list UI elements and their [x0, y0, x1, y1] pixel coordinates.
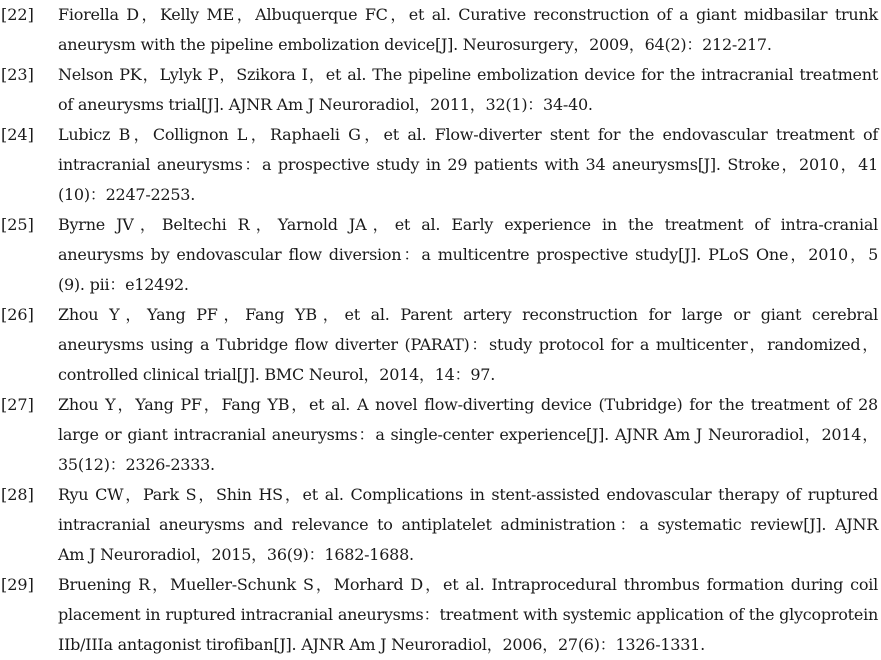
reference-line: Fiorella D，Kelly ME，Albuquerque FC，et al. Curative reconstruction of a giant midbasilar trunk [58, 5, 878, 24]
reference-number: [29] [1, 575, 34, 594]
reference-line: (10)：2247-2253. [58, 185, 196, 204]
reference-entry-23 [0, 60, 881, 120]
reference-number: [24] [1, 125, 34, 144]
reference-line: aneurysms using a Tubridge flow diverter (PARAT)：study protocol for a multicenter，randomized， [58, 335, 879, 354]
reference-number: [23] [1, 65, 34, 84]
reference-line: placement in ruptured intracranial aneurysms：treatment with systemic application of the glycoprotein [58, 605, 878, 624]
reference-number: [22] [1, 5, 34, 24]
reference-number: [27] [1, 395, 34, 414]
reference-entry-29 [0, 570, 881, 660]
reference-line: Ryu CW，Park S，Shin HS，et al. Complications in stent-assisted endovascular therapy of ruptured [58, 485, 878, 504]
reference-line: IIb/IIIa antagonist tirofiban[J]. AJNR Am J Neuroradiol，2006，27(6)：1326-1331. [58, 635, 705, 654]
reference-entry-25 [0, 210, 881, 300]
reference-entry-27 [0, 390, 881, 480]
reference-line: Zhou Y，Yang PF，Fang YB，et al. A novel flow-diverting device (Tubridge) for the treatment of 28 [58, 395, 878, 414]
reference-line: Bruening R，Mueller-Schunk S，Morhard D，et al. Intraprocedural thrombus formation during coil [58, 575, 878, 594]
reference-line: Nelson PK，Lylyk P，Szikora I，et al. The pipeline embolization device for the intracranial treatment [58, 65, 878, 84]
reference-line: controlled clinical trial[J]. BMC Neurol，2014，14：97. [58, 365, 496, 384]
reference-line: Zhou Y，Yang PF，Fang YB，et al. Parent artery reconstruction for large or giant cerebral [58, 305, 878, 324]
reference-line: intracranial aneurysms and relevance to antiplatelet administration：a systematic review[J]. AJNR [58, 515, 878, 534]
reference-entry-26 [0, 300, 881, 390]
reference-line: 35(12)：2326-2333. [58, 455, 215, 474]
reference-number: [28] [1, 485, 34, 504]
reference-line: Lubicz B，Collignon L，Raphaeli G，et al. Flow-diverter stent for the endovascular treatment of [58, 125, 878, 144]
reference-line: intracranial aneurysms：a prospective study in 29 patients with 34 aneurysms[J]. Stroke，2010，41 [58, 155, 878, 174]
reference-entry-28 [0, 480, 881, 570]
reference-number: [25] [1, 215, 34, 234]
reference-entry-22 [0, 0, 881, 60]
reference-line: of aneurysms trial[J]. AJNR Am J Neuroradiol，2011，32(1)：34-40. [58, 95, 593, 114]
reference-line: Byrne JV，Beltechi R，Yarnold JA，et al. Early experience in the treatment of intra-cranial [58, 215, 878, 234]
reference-number: [26] [1, 305, 34, 324]
reference-line: Am J Neuroradiol，2015，36(9)：1682-1688. [58, 545, 414, 564]
reference-line: (9). pii：e12492. [58, 275, 189, 294]
reference-line: aneurysm with the pipeline embolization device[J]. Neurosurgery，2009，64(2)：212-217. [58, 35, 772, 54]
reference-entry-24 [0, 120, 881, 210]
reference-line: large or giant intracranial aneurysms：a single-center experience[J]. AJNR Am J Neuroradiol，2014， [58, 425, 878, 444]
reference-line: aneurysms by endovascular flow diversion：a multicentre prospective study[J]. PLoS One，2010，5 [58, 245, 879, 264]
